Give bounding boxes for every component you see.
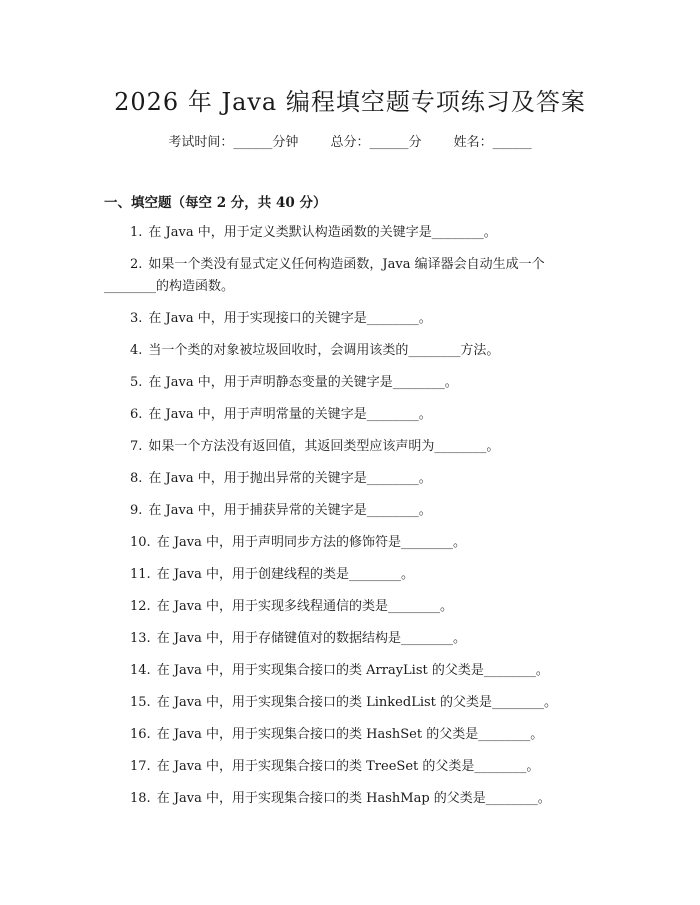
- question-text: 当一个类的对象被垃圾回收时，会调用该类的________方法。: [148, 343, 500, 358]
- question-number: 5.: [130, 375, 143, 390]
- question-number: 18.: [130, 791, 151, 806]
- question-item: [104, 596, 584, 618]
- question-item: [104, 564, 584, 586]
- question-text: 在 Java 中，用于创建线程的类是________。: [156, 567, 415, 582]
- question-item: [104, 308, 584, 330]
- section-heading: 一、填空题（每空 2 分，共 40 分）: [104, 195, 327, 211]
- question-item: [104, 756, 584, 778]
- question-item: [104, 468, 584, 490]
- question-number: 16.: [130, 727, 151, 742]
- question-item: [104, 692, 584, 714]
- exam-info: [0, 131, 700, 150]
- question-item: [104, 500, 584, 522]
- question-item: [104, 788, 584, 810]
- question-number: 11.: [130, 567, 151, 582]
- question-number: 8.: [130, 471, 143, 486]
- question-item: [104, 532, 584, 554]
- question-number: 7.: [130, 439, 143, 454]
- question-number: 2.: [130, 257, 143, 272]
- question-item: [104, 372, 584, 394]
- question-text: 在 Java 中，用于实现集合接口的类 ArrayList 的父类是________。: [156, 663, 549, 678]
- question-text: 在 Java 中，用于实现多线程通信的类是________。: [156, 599, 454, 614]
- question-text: 在 Java 中，用于声明常量的关键字是________。: [148, 407, 432, 422]
- question-item: [104, 404, 584, 426]
- question-text: 在 Java 中，用于实现集合接口的类 HashSet 的父类是________。: [156, 727, 544, 742]
- question-text: 在 Java 中，用于捕获异常的关键字是________。: [148, 503, 432, 518]
- question-list: [104, 222, 584, 820]
- question-item: [104, 254, 584, 298]
- question-number: 6.: [130, 407, 143, 422]
- question-item: [104, 436, 584, 458]
- exam-total-score: 总分：______分: [330, 135, 422, 150]
- question-text: 在 Java 中，用于抛出异常的关键字是________。: [148, 471, 432, 486]
- question-text: 如果一个方法没有返回值，其返回类型应该声明为________。: [148, 439, 500, 454]
- question-number: 12.: [130, 599, 151, 614]
- question-item: [104, 660, 584, 682]
- question-text: 在 Java 中，用于声明静态变量的关键字是________。: [148, 375, 458, 390]
- student-name: 姓名：______: [453, 135, 532, 150]
- question-item: [104, 340, 584, 362]
- question-number: 15.: [130, 695, 151, 710]
- question-text: 在 Java 中，用于实现集合接口的类 TreeSet 的父类是________。: [156, 759, 540, 774]
- question-item: [104, 724, 584, 746]
- page-title: 2026 年 Java 编程填空题专项练习及答案: [114, 88, 586, 116]
- question-text: 在 Java 中，用于实现接口的关键字是________。: [148, 311, 432, 326]
- question-number: 3.: [130, 311, 143, 326]
- question-text: 如果一个类没有显式定义任何构造函数，Java 编译器会自动生成一个________的构造函数。: [104, 257, 545, 294]
- question-item: [104, 222, 584, 244]
- question-text: 在 Java 中，用于存储键值对的数据结构是________。: [156, 631, 467, 646]
- question-text: 在 Java 中，用于定义类默认构造函数的关键字是________。: [148, 225, 497, 240]
- question-text: 在 Java 中，用于实现集合接口的类 HashMap 的父类是________。: [156, 791, 551, 806]
- question-text: 在 Java 中，用于声明同步方法的修饰符是________。: [156, 535, 467, 550]
- question-number: 14.: [130, 663, 151, 678]
- question-number: 17.: [130, 759, 151, 774]
- question-number: 4.: [130, 343, 143, 358]
- question-text: 在 Java 中，用于实现集合接口的类 LinkedList 的父类是________。: [156, 695, 558, 710]
- question-number: 9.: [130, 503, 143, 518]
- question-number: 1.: [130, 225, 143, 240]
- exam-time: 考试时间：______分钟: [168, 135, 299, 150]
- question-item: [104, 628, 584, 650]
- question-number: 13.: [130, 631, 151, 646]
- question-number: 10.: [130, 535, 151, 550]
